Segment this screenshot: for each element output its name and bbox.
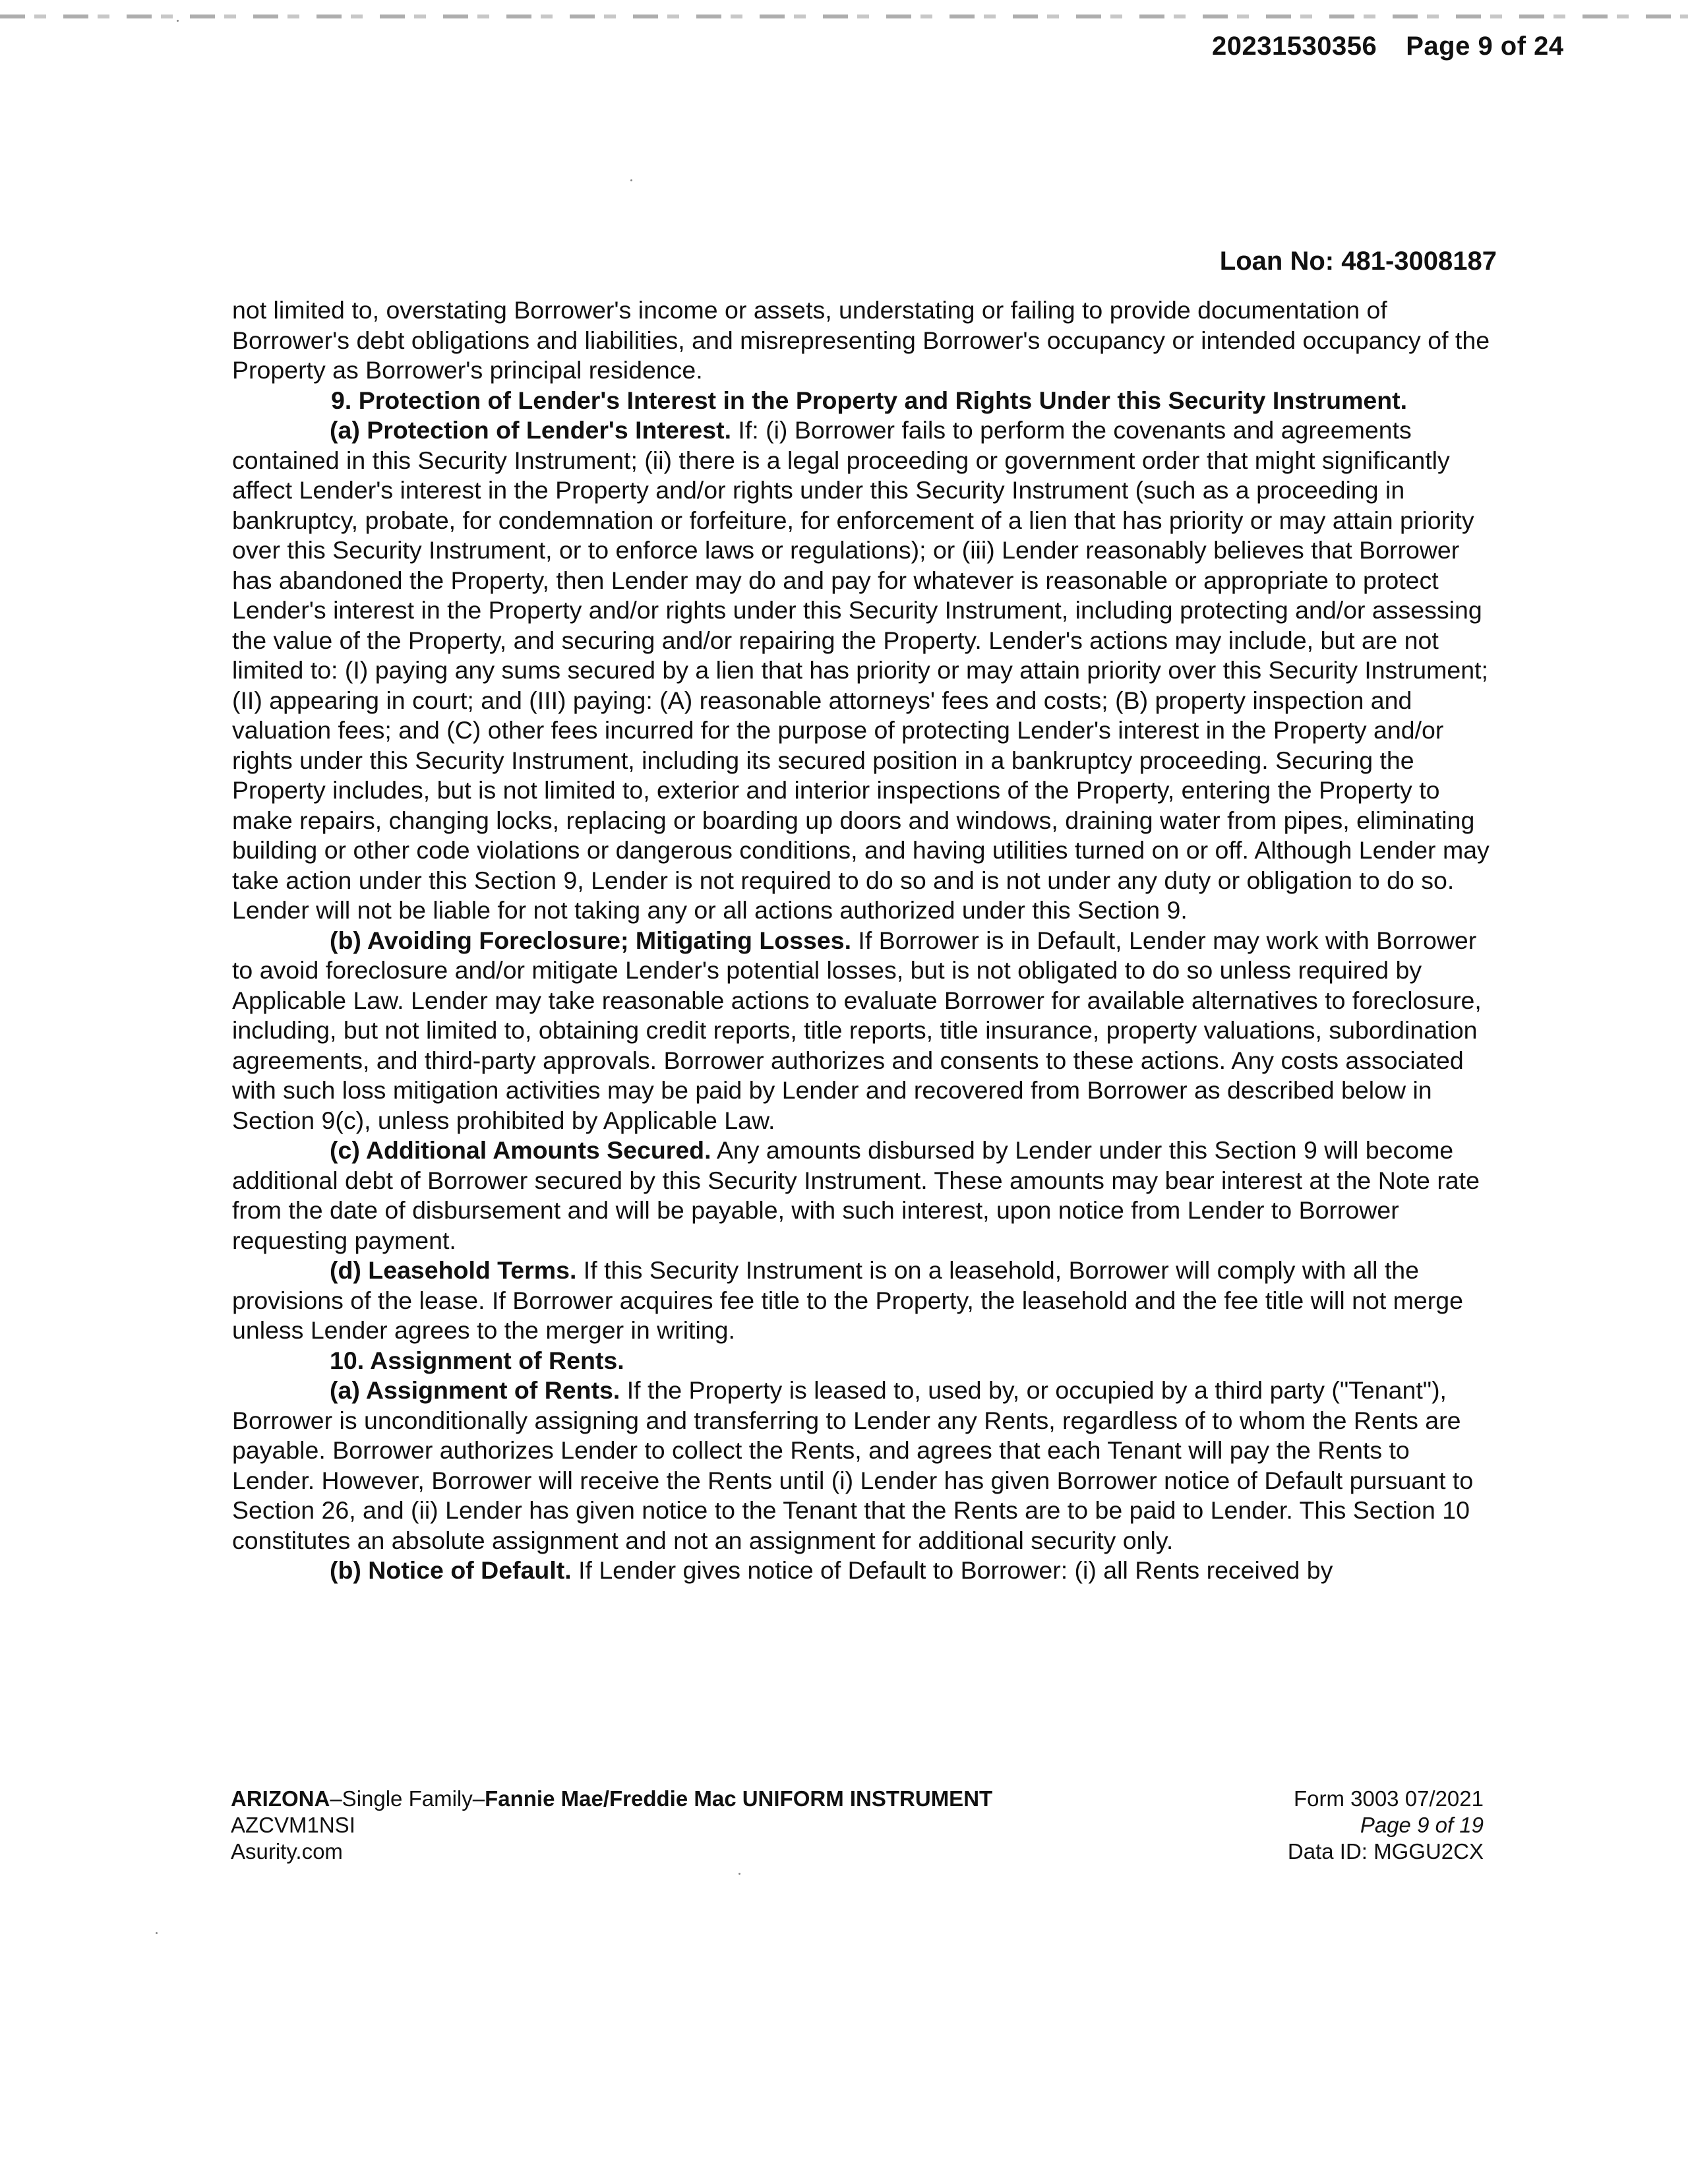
section-10a-heading: (a) Assignment of Rents. xyxy=(330,1376,620,1404)
section-9d-heading: (d) Leasehold Terms. xyxy=(330,1256,577,1284)
footer-family: –Single Family– xyxy=(330,1786,485,1811)
section-9a-text: If: (i) Borrower fails to perform the covenants and agreements contained in this Security Instrument; (ii) there is a legal proceeding or government order that might significantly affect Lender's interest in the Property and/or rights under this Security Instrument (such as a proceeding in bankruptcy, probate, for condemnation or forfeiture, for enforcement of a lien that has priority or may attain priority over this Security Instrument, or to enforce laws or regulations); or (iii) Lender reasonably believes that Borrower has abandoned the Property, then Lender may do and pay for whatever is reasonable or appropriate to protect Lender's interest in the Property and/or rights under this Security Instrument, including protecting and/or assessing the value of the Property, and securing and/or repairing the Property. Lender's actions may include, but are not limited to: (I) paying any sums secured by a lien that has priority or may attain priority over this Security Instrument; (II) appearing in court; and (III) paying: (A) reasonable attorneys' fees and costs; (B) property inspection and valuation fees; and (C) other fees incurred for the purpose of protecting Lender's interest in the Property and/or rights under this Security Instrument, including its secured position in a bankruptcy proceeding. Securing the Property includes, but is not limited to, exterior and interior inspections of the Property, entering the Property to make repairs, changing locks, replacing or boarding up doors and windows, draining water from pipes, eliminating building or other code violations or dangerous conditions, and having utilities turned on or off. Although Lender may take action under this Section 9, Lender is not required to do so and is not under any duty or obligation to do so. Lender will not be liable for not taking any or all actions authorized under this Section 9. xyxy=(232,416,1490,924)
recording-number: 20231530356 xyxy=(1212,32,1377,61)
scan-speck xyxy=(738,1873,740,1875)
footer-doc-code: AZCVM1NSI xyxy=(231,1813,355,1837)
section-9c-heading: (c) Additional Amounts Secured. xyxy=(330,1136,711,1164)
recording-header xyxy=(1212,32,1564,61)
scan-speck xyxy=(630,179,632,181)
section-9a-heading: (a) Protection of Lender's Interest. xyxy=(330,416,732,444)
page-footer xyxy=(231,1786,1484,1871)
section-10a-text: If the Property is leased to, used by, or occupied by a third party ("Tenant"), Borrower is unconditionally assigning and transferring to Lender any Rents, regardless of to whom the Rents are payable. Borrower authorizes Lender to collect the Rents, and agrees that each Tenant will pay the Rents to Lender. However, Borrower will receive the Rents until (i) Lender has given Borrower notice of Default pursuant to Section 26, and (ii) Lender has given notice to the Tenant that the Rents are to be paid to Lender. This Section 10 constitutes an absolute assignment and not an assignment for additional security only. xyxy=(232,1376,1474,1554)
scan-speck xyxy=(177,20,179,22)
footer-instrument: Fannie Mae/Freddie Mac UNIFORM INSTRUMENT xyxy=(485,1786,993,1811)
section-10a-paragraph xyxy=(232,1376,1492,1556)
document-body xyxy=(232,295,1492,1586)
loan-number: Loan No: 481-3008187 xyxy=(1219,247,1497,276)
section-10b-text: If Lender gives notice of Default to Borrower: (i) all Rents received by xyxy=(571,1556,1333,1584)
section-9d-paragraph xyxy=(232,1256,1492,1346)
section-9a-paragraph xyxy=(232,415,1492,926)
footer-left xyxy=(231,1786,992,1865)
section-9b-heading: (b) Avoiding Foreclosure; Mitigating Losses. xyxy=(330,926,852,954)
section-10b-paragraph xyxy=(232,1556,1492,1586)
footer-form-page: Page 9 of 19 xyxy=(1360,1813,1484,1837)
section-10b-heading: (b) Notice of Default. xyxy=(330,1556,572,1584)
section-9c-paragraph xyxy=(232,1136,1492,1256)
footer-form: Form 3003 07/2021 xyxy=(1293,1786,1484,1811)
section-9d-text: If this Security Instrument is on a leasehold, Borrower will comply with all the provisions of the lease. If Borrower acquires fee title to the Property, the leasehold and the fee title will not merge unless Lender agrees to the merger in writing. xyxy=(232,1256,1463,1344)
section-10-heading: 10. Assignment of Rents. xyxy=(330,1346,624,1374)
section-9b-text: If Borrower is in Default, Lender may work with Borrower to avoid foreclosure and/or mitigate Lender's potential losses, but is not obligated to do so unless required by Applicable Law. Lender may take reasonable actions to evaluate Borrower for available alternatives to foreclosure, including, but not limited to, obtaining credit reports, title reports, title insurance, property valuations, subordination agreements, and third-party approvals. Borrower authorizes and consents to these actions. Any costs associated with such loss mitigation activities may be paid by Lender and recovered from Borrower as described below in Section 9(c), unless prohibited by Applicable Law. xyxy=(232,926,1482,1134)
scan-speck xyxy=(156,1932,158,1934)
footer-instrument-line xyxy=(231,1786,992,1812)
intro-paragraph: not limited to, overstating Borrower's income or assets, understating or failing to provide documentation of Borrower's debt obligations and liabilities, and misrepresenting Borrower's occupancy or intended occupancy of the Property as Borrower's principal residence. xyxy=(232,296,1490,384)
section-9c-text: Any amounts disbursed by Lender under this Section 9 will become additional debt of Borrower secured by this Security Instrument. These amounts may bear interest at the Note rate from the date of disbursement and will be payable, with such interest, upon notice from Lender to Borrower requesting payment. xyxy=(232,1136,1480,1254)
footer-vendor: Asurity.com xyxy=(231,1839,343,1864)
section-9b-paragraph xyxy=(232,926,1492,1136)
footer-data-id: Data ID: MGGU2CX xyxy=(1287,1839,1484,1864)
footer-right xyxy=(1288,1786,1484,1865)
recording-page: Page 9 of 24 xyxy=(1406,32,1564,61)
footer-state: ARIZONA xyxy=(231,1786,330,1811)
scan-edge-artifact xyxy=(0,15,1688,18)
section-9-heading: 9. Protection of Lender's Interest in the Property and Rights Under this Security Instrument. xyxy=(331,386,1408,414)
